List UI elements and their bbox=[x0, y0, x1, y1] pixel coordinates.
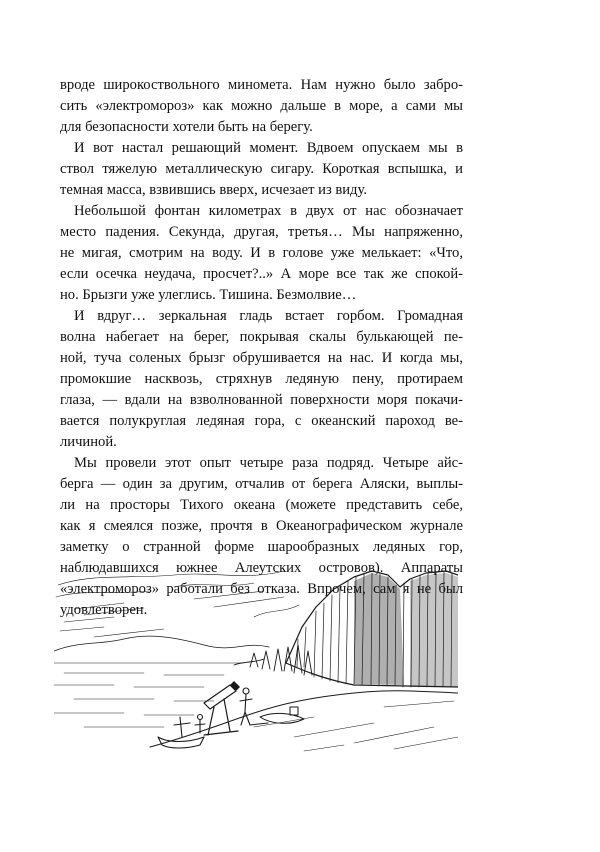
treeline bbox=[234, 645, 312, 675]
text-line: место падения. Секунда, другая, третья… Мы напряженно, bbox=[60, 224, 463, 240]
text-line: если осечка неудача, просчет?..» А море все так же спокой- bbox=[60, 266, 463, 282]
text-line: темная масса, взвившись вверх, исчезает из виду. bbox=[60, 182, 367, 198]
sky-clouds bbox=[56, 571, 299, 637]
text-line: ли на просторы Тихого океана (можете представить себе, bbox=[60, 497, 463, 513]
paragraph bbox=[60, 138, 463, 201]
text-line: глаза, — вдали на взволнованной поверхности моря покачи- bbox=[60, 392, 463, 408]
coastal-landscape-illustration bbox=[54, 567, 458, 753]
text-line: для безопасности хотели быть на берегу. bbox=[60, 119, 313, 135]
page-body-text bbox=[60, 75, 463, 621]
text-line: «электромороз» работали без отказа. Впрочем, сам я не был bbox=[60, 581, 463, 597]
paragraph bbox=[60, 75, 463, 138]
launcher-apparatus bbox=[204, 681, 240, 735]
text-line: Мы провели этот опыт четыре раза подряд. Четыре айс- bbox=[74, 455, 463, 471]
text-line: промокшие насквозь, стряхнув ледяную пену, протираем bbox=[60, 371, 463, 387]
text-line: ной, туча соленых брызг обрушивается на нас. И когда мы, bbox=[60, 350, 463, 366]
text-line: берга — один за другим, отчалив от берега Аляски, выплы- bbox=[60, 476, 463, 492]
text-line: ствол тяжелую металлическую сигару. Короткая вспышка, и bbox=[60, 161, 463, 177]
people-figures bbox=[195, 688, 252, 733]
text-line: Небольшой фонтан километрах в двух от нас обозначает bbox=[74, 203, 463, 219]
cliff-mountain bbox=[286, 571, 458, 687]
text-line: И вот настал решающий момент. Вдвоем опускаем мы в bbox=[74, 140, 463, 156]
text-line: вроде широкоствольного миномета. Нам нужно было забро- bbox=[60, 77, 463, 93]
text-line: наблюдавшихся южнее Алеутских островов). Аппараты bbox=[60, 560, 463, 576]
text-line: волна набегает на берег, покрывая скалы булькающей пе- bbox=[60, 329, 463, 345]
text-line: но. Брызги уже улеглись. Тишина. Безмолвие… bbox=[60, 287, 357, 303]
text-line: вается полукруглая ледяная гора, с океанский пароход ве- bbox=[60, 413, 463, 429]
text-line: заметку о странной форме шарообразных ледяных гор, bbox=[60, 539, 463, 555]
paragraph bbox=[60, 201, 463, 306]
text-line: И вдруг… зеркальная гладь встает горбом. Громадная bbox=[74, 308, 463, 324]
text-line: как я смеялся позже, прочтя в Океанографическом журнале bbox=[60, 518, 463, 534]
cargo-items bbox=[250, 707, 304, 725]
shoreline bbox=[150, 691, 458, 751]
text-line: личиной. bbox=[60, 434, 117, 450]
distant-hills bbox=[54, 636, 269, 651]
text-line: удовлетворен. bbox=[60, 602, 148, 618]
text-line: сить «электромороз» как можно дальше в море, а сами мы bbox=[60, 98, 463, 114]
paragraph bbox=[60, 306, 463, 453]
text-line: не мигая, смотрим на воду. И в голове уже мелькает: «Что, bbox=[60, 245, 463, 261]
